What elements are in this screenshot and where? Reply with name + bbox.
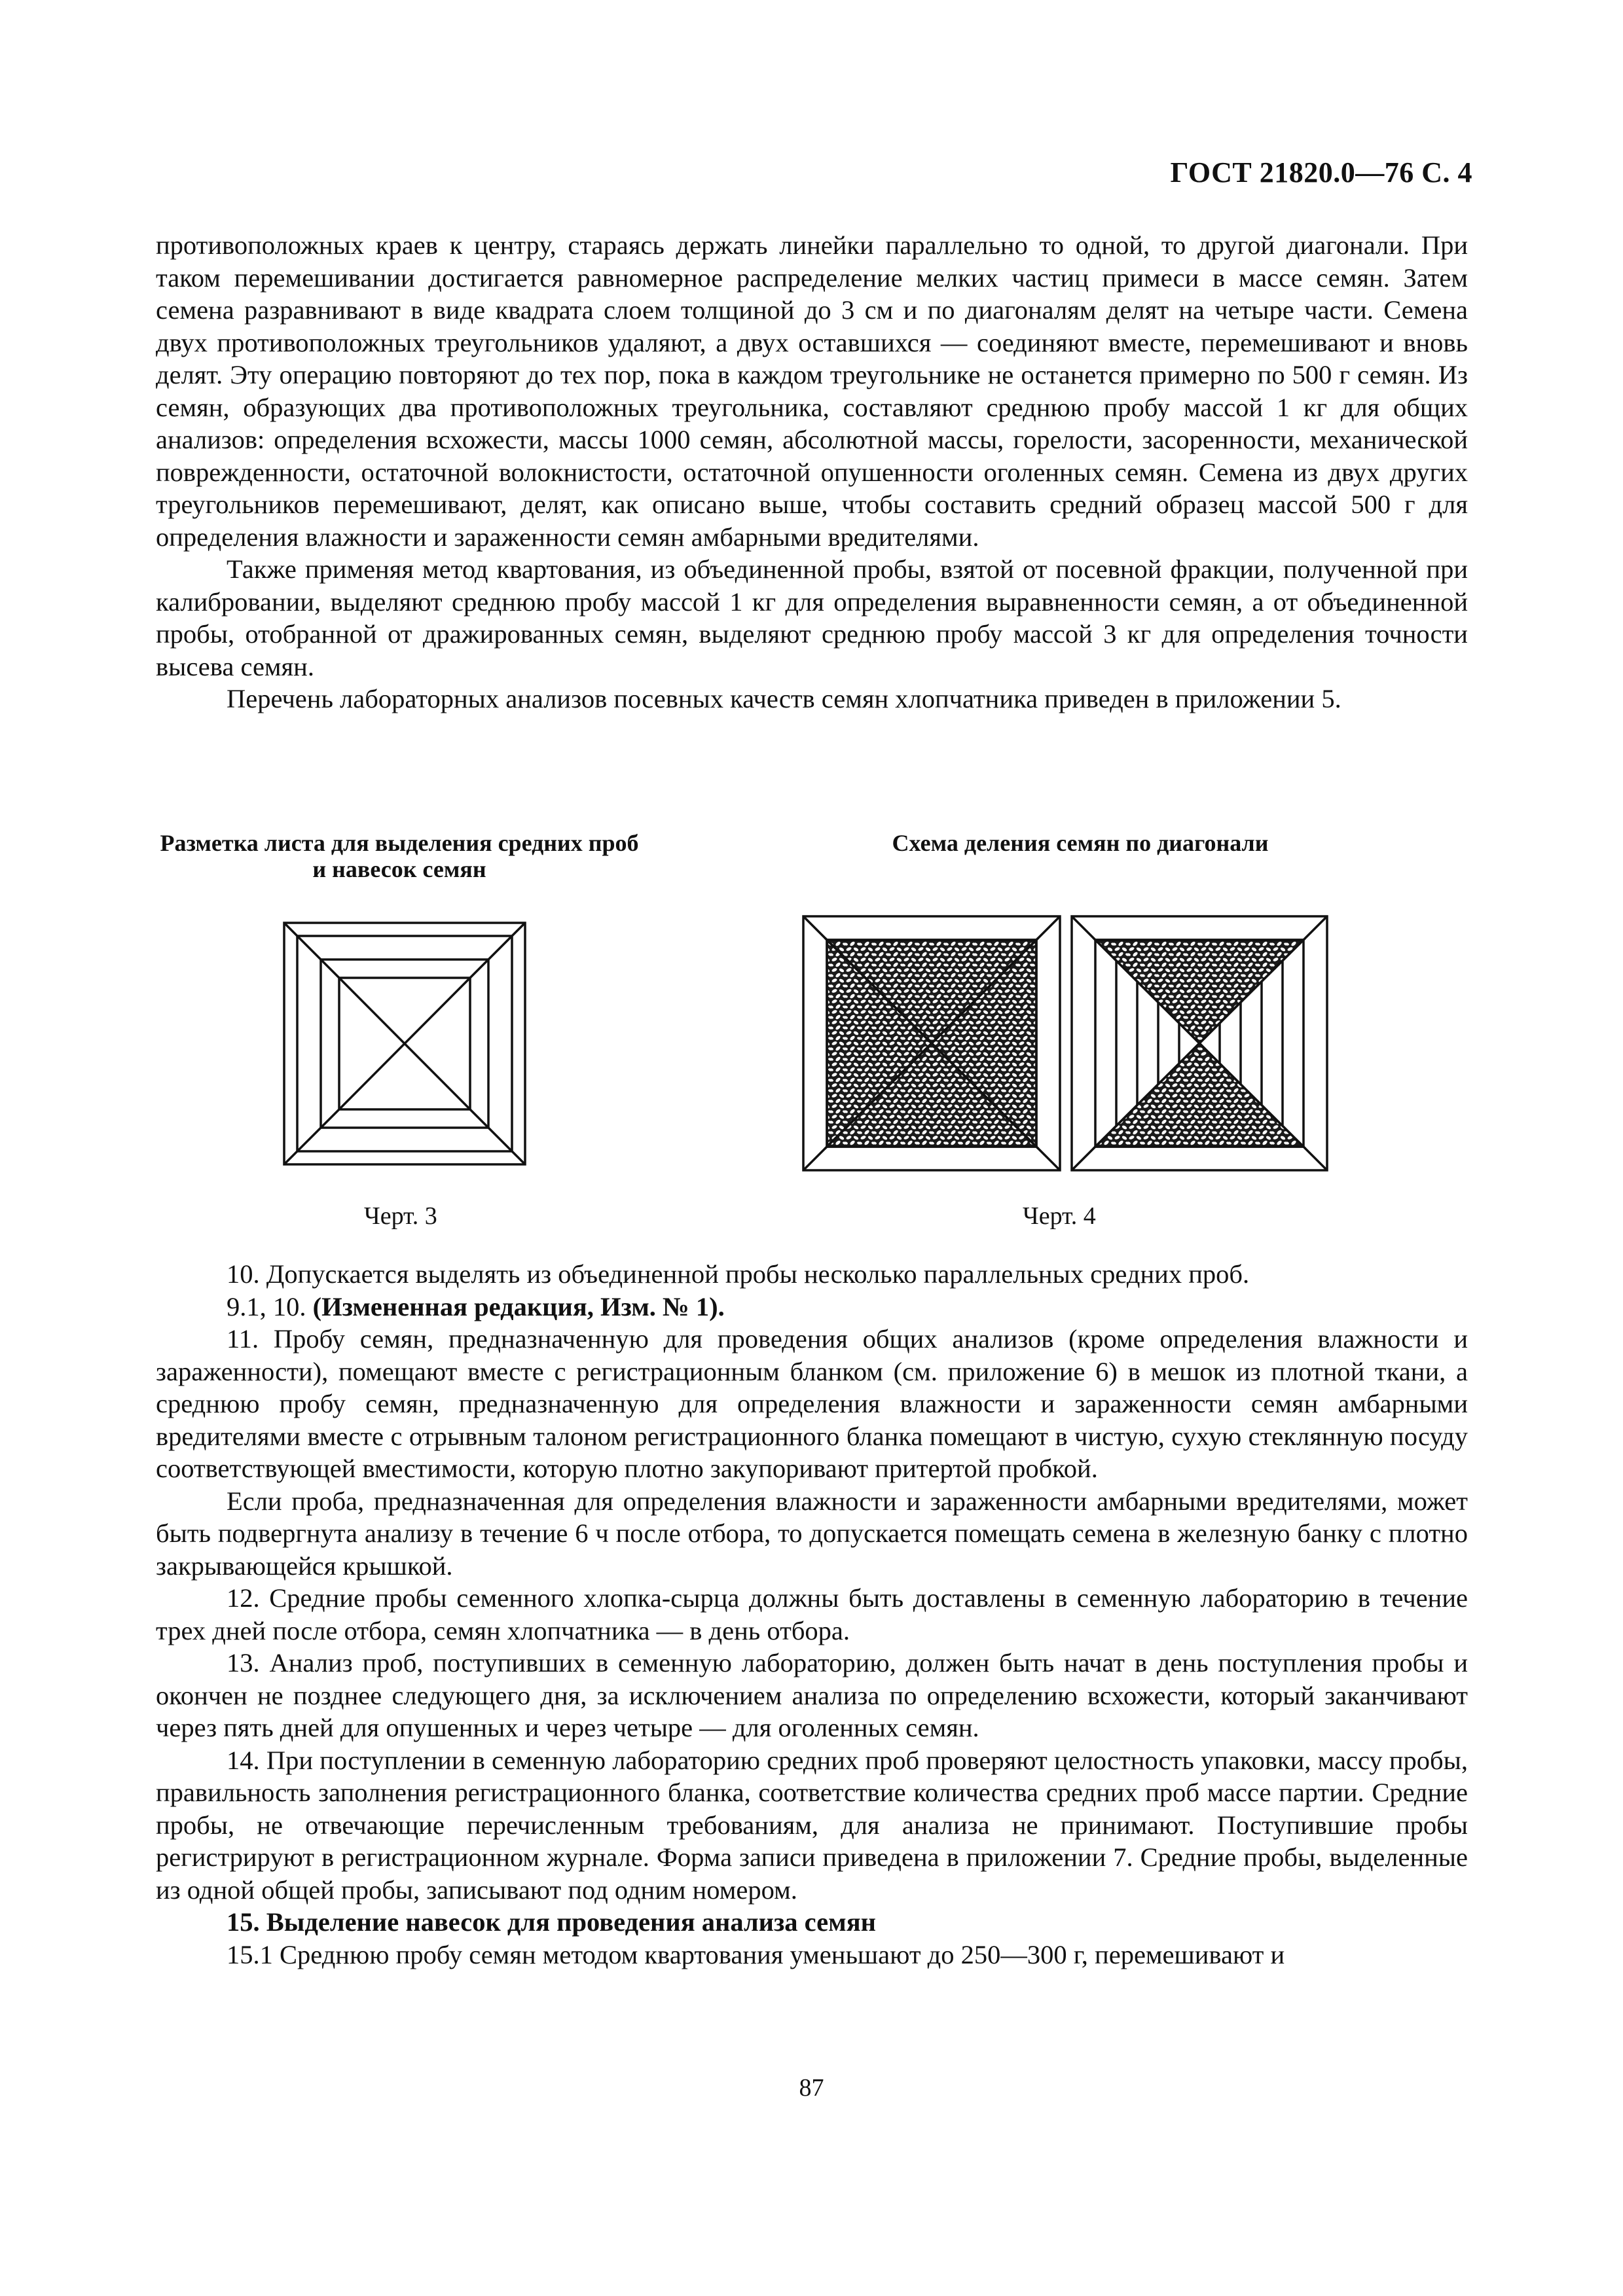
- amendment-prefix: 9.1, 10.: [227, 1291, 313, 1321]
- paragraph-12: 12. Средние пробы семенного хлопка-сырца должны быть доставлены в семенную лабораторию в течение трех дней после отбора, семян хлопчатника — в день отбора.: [156, 1583, 1468, 1645]
- figure4-label: Черт. 4: [1023, 1202, 1096, 1230]
- document-header: ГОСТ 21820.0—76 С. 4: [1170, 156, 1472, 188]
- figure3-diagram: [283, 922, 526, 1166]
- figure4-square-left: [802, 915, 1061, 1172]
- paragraph-analyses-list: Перечень лабораторных анализов посевных качеств семян хлопчатника приведен в приложении 5.: [227, 684, 1341, 713]
- figure4-caption: Схема деления семян по диагонали: [892, 830, 1269, 856]
- paragraph-11: 11. Пробу семян, предназначенную для проведения общих анализов (кроме определения влажности и зараженности), помещают вместе с регистрационным бланком (см. приложение 6) в мешок из плотной ткани, а среднюю пробу семян, предназначенную для определения влажности и зараженности семян амбарными вредителями вместе с отрывным талоном регистрационного бланка помещают в чистую, сухую стеклянную посуду соответствующей вместимости, которую плотно закупоривают притертой пробкой.: [156, 1324, 1468, 1483]
- paragraph-11b: Если проба, предназначенная для определения влажности и зараженности амбарными вредителями, может быть подвергнута анализу в течение 6 ч после отбора, то допускается помещать семена в железную банку с плотно закрывающейся крышкой.: [156, 1486, 1468, 1581]
- top-text-block: [156, 229, 1468, 715]
- figure3-label: Черт. 3: [364, 1202, 437, 1230]
- paragraph-10: 10. Допускается выделять из объединенной пробы несколько параллельных средних проб.: [227, 1259, 1250, 1289]
- bottom-text-block: [156, 1258, 1468, 1971]
- section-15-heading: [156, 1906, 1468, 1939]
- paragraph-13: 13. Анализ проб, поступивших в семенную лабораторию, должен быть начат в день поступления пробы и окончен не позднее следующего дня, за исключением анализа по определению всхожести, который заканчивают через пять дней для опушенных и через четыре — для оголенных семян.: [156, 1648, 1468, 1742]
- paragraph-continuation: противоположных краев к центру, стараясь держать линейки параллельно то одной, то другой диагонали. При таком перемешивании достигается равномерное распределение мелких частиц примеси в массе семян. Затем семена разравнивают в виде квадрата слоем толщиной до 3 см и по диагоналям делят на четыре части. Семена двух противоположных треугольников удаляют, а двух оставшихся — соединяют вместе, перемешивают и вновь делят. Эту операцию повторяют до тех пор, пока в каждом треугольнике не останется примерно по 500 г семян. Из семян, образующих два противоположных треугольника, составляют среднюю пробу массой 1 кг для общих анализов: определения всхожести, массы 1000 семян, абсолютной массы, горелости, засоренности, механической поврежденности, остаточной волокнистости, остаточной опушенности оголенных семян. Семена из двух других треугольников перемешивают, делят, как описано выше, чтобы составить средний образец массой 500 г для определения влажности и зараженности семян амбарными вредителями.: [156, 230, 1468, 552]
- figure3-caption: Разметка листа для выделения средних проб и навесок семян: [160, 830, 639, 882]
- amendment-note: (Измененная редакция, Изм. № 1).: [312, 1291, 725, 1321]
- figure4-square-right: [1070, 915, 1328, 1172]
- paragraph-amendment: [156, 1291, 1468, 1323]
- section-15-title: 15. Выделение навесок для проведения анализа семян: [227, 1907, 876, 1937]
- paragraph-quartering: Также применяя метод квартования, из объединенной пробы, взятой от посевной фракции, полученной при калибровании, выделяют среднюю пробу массой 1 кг для определения выравненности семян, а от объединенной пробы, отобранной от дражированных семян, выделяют среднюю пробу массой 3 кг для определения точности высева семян.: [156, 554, 1468, 681]
- page-number: 87: [799, 2074, 824, 2102]
- paragraph-15-1: 15.1 Среднюю пробу семян методом квартования уменьшают до 250—300 г, перемешивают и: [227, 1939, 1285, 1969]
- paragraph-14: 14. При поступлении в семенную лабораторию средних проб проверяют целостность упаковки, массу пробы, правильность заполнения регистрационного бланка, соответствие количества средних проб массе партии. Средние пробы, не отвечающие перечисленным требованиям, для анализа не принимают. Поступившие пробы регистрируют в регистрационном журнале. Форма записи приведена в приложении 7. Средние пробы, выделенные из одной общей пробы, записывают под одним номером.: [156, 1745, 1468, 1905]
